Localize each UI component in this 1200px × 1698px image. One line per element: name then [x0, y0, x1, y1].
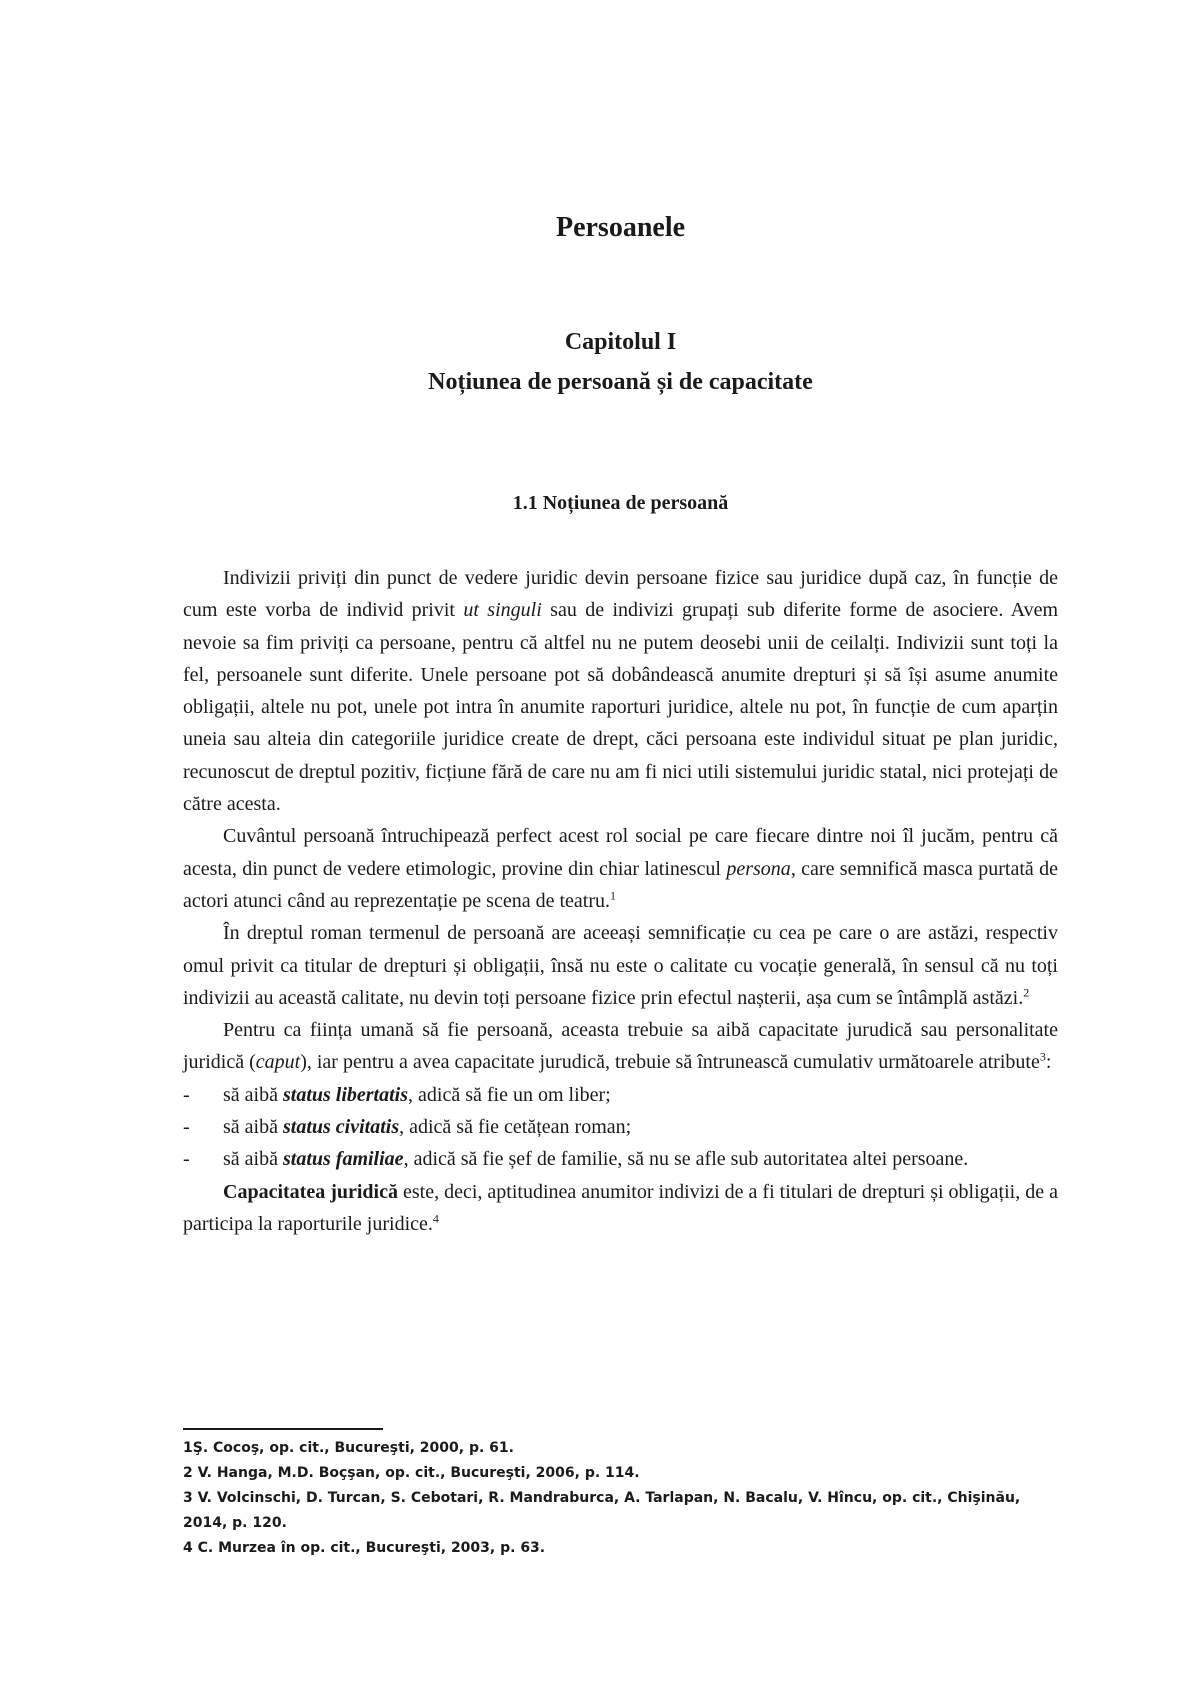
paragraph-1-emphasis: ut singuli — [463, 599, 542, 622]
footnote-separator — [183, 1428, 383, 1430]
list-item — [183, 1079, 1058, 1111]
paragraph-3-text-a: În dreptul roman termenul de persoană are aceeași semnificație cu cea pe care o are astăzi, respectiv omul privit ca titular de drepturi și obligații, însă nu este o calitate cu vocație generală, în sensul că nu toți indivizii au această calitate, nu devin toți persoane fizice prin efectul nașterii, așa cum se întâmplă astăzi. — [183, 922, 1058, 1009]
footnote-ref-4: 4 — [432, 1211, 439, 1226]
footnote-ref-1: 1 — [609, 888, 616, 903]
list-dash: - — [183, 1083, 190, 1106]
list-item-term: status libertatis — [282, 1083, 409, 1106]
list-item-text-a: să aibă — [223, 1148, 283, 1171]
footnote-3: 3 V. Volcinschi, D. Turcan, S. Cebotari, R. Mandraburca, A. Tarlapan, N. Bacalu, V. Hîncu, op. cit., Chişinău, 2014, p. 120. — [183, 1490, 1021, 1531]
list-item-term: status familiae — [282, 1148, 404, 1171]
footnote-ref-3: 3 — [1039, 1049, 1046, 1064]
footnotes — [183, 1428, 1058, 1561]
attributes-list — [183, 1079, 1058, 1176]
paragraph-5-text-a: este, deci, aptitudinea anumitor indivizi de a fi titulari de drepturi și obligații, de a participa la raporturile juridice. — [183, 1180, 1058, 1235]
paragraph-5 — [183, 1176, 1058, 1241]
paragraph-4 — [183, 1014, 1058, 1079]
list-item — [183, 1111, 1058, 1143]
paragraph-4-text-b: ), iar pentru a avea capacitate jurudică, trebuie să întrunească cumulativ următoarele atribute — [300, 1051, 1040, 1074]
paragraph-3 — [183, 917, 1058, 1014]
document-title: Persoanele — [555, 212, 686, 243]
footnote-1: 1Ş. Cocoş, op. cit., Bucureşti, 2000, p. 61. — [183, 1440, 514, 1456]
list-item-text-a: să aibă — [223, 1083, 283, 1106]
paragraph-2-text-a: Cuvântul persoană întruchipează perfect acest rol social pe care fiecare dintre noi îl jucăm, pentru că acesta, din punct de vedere etimologic, provine din chiar latinescul — [183, 825, 1058, 880]
list-dash: - — [183, 1148, 190, 1171]
paragraph-4-text-a: Pentru ca ființa umană să fie persoană, aceasta trebuie sa aibă capacitate jurudică sau personalitate juridică ( — [183, 1019, 1058, 1074]
paragraph-4-emphasis: caput — [255, 1051, 301, 1074]
paragraph-2 — [183, 820, 1058, 917]
list-item-text-a: să aibă — [223, 1116, 283, 1139]
list-item-text-b: , adică să fie cetățean roman; — [399, 1116, 632, 1139]
paragraph-4-text-c: : — [1045, 1051, 1052, 1074]
paragraph-1-text-a: Indivizii priviți din punct de vedere juridic devin persoane fizice sau juridice după caz, în funcție de cum este vorba de individ privit — [183, 567, 1058, 622]
body-text — [183, 562, 1058, 1240]
chapter-label: Capitolul I — [564, 329, 677, 355]
list-dash: - — [183, 1116, 190, 1139]
chapter-subtitle: Noțiunea de persoană și de capacitate — [428, 369, 813, 395]
chapter-heading — [183, 322, 1058, 402]
footnote-4: 4 C. Murzea în op. cit., Bucureşti, 2003, p. 63. — [183, 1540, 546, 1556]
section-heading: 1.1 Noțiunea de persoană — [512, 492, 729, 514]
footnote-2: 2 V. Hanga, M.D. Boçşan, op. cit., Bucureşti, 2006, p. 114. — [183, 1465, 640, 1481]
paragraph-2-emphasis: persona — [726, 857, 791, 880]
paragraph-1-text-b: sau de indivizi grupați sub diferite forme de asociere. Avem nevoie sa fim priviți ca persoane, pentru că altfel nu ne putem deosebi unii de ceilalți. Indivizii sunt toți la fel, persoanele sunt diferite. Unele persoane pot să dobândească anumite drepturi și să își asume anumite obligații, altele nu pot, unele pot intra în anumite raporturi juridice, altele nu pot, în funcție de cum aparțin uneia sau alteia din categoriile juridice create de drept, căci persoana este individul situat pe plan juridic, recunoscut de dreptul pozitiv, ficțiune fără de care nu am fi nici utili sistemului juridic statal, nici protejați de către acesta. — [183, 599, 1059, 816]
footnote-ref-2: 2 — [1023, 985, 1030, 1000]
paragraph-2-text-b: , care semnifică masca purtată de actori atunci când au reprezentație pe scena de teatru. — [183, 857, 1058, 912]
paragraph-1 — [183, 562, 1058, 820]
list-item-text-b: , adică să fie un om liber; — [408, 1083, 611, 1106]
list-item — [183, 1143, 1058, 1175]
list-item-text-b: , adică să fie șef de familie, să nu se afle sub autoritatea altei persoane. — [403, 1148, 969, 1171]
list-item-term: status civitatis — [282, 1116, 400, 1139]
paragraph-5-term: Capacitatea juridică — [223, 1180, 398, 1203]
